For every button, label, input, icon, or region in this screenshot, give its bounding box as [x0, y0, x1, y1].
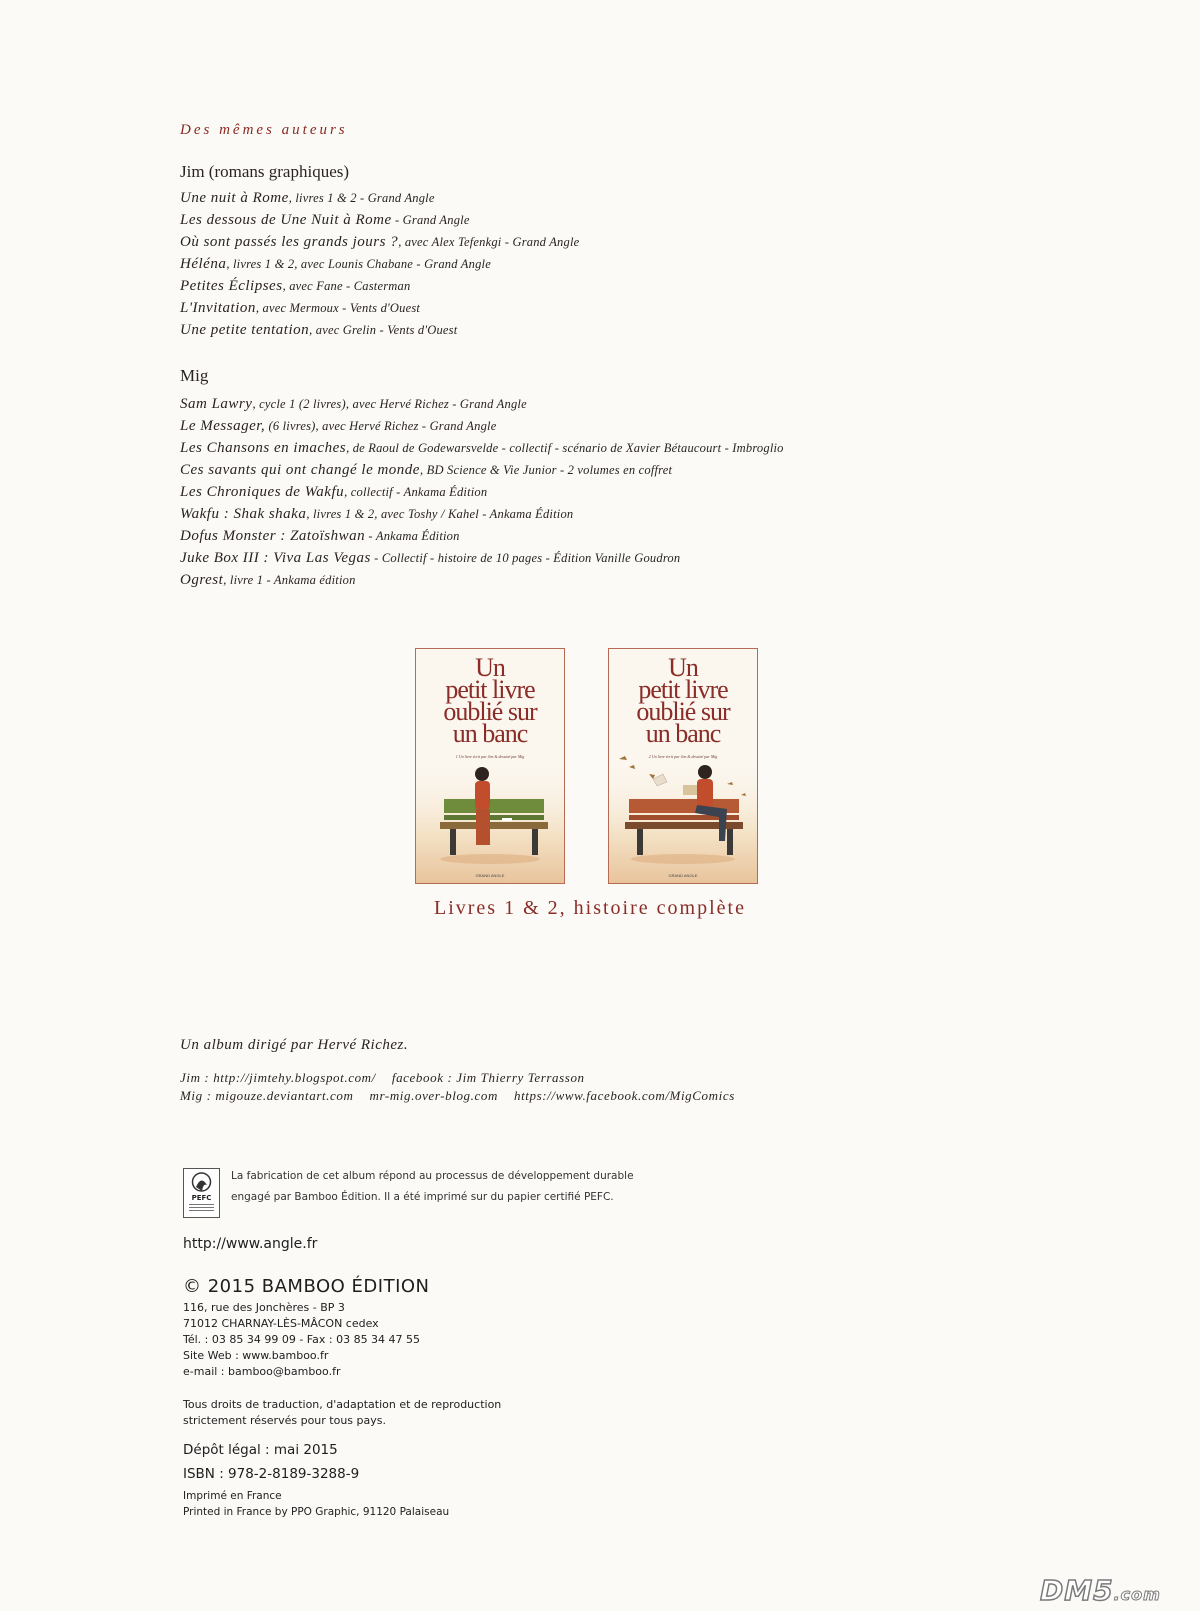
list-item — [180, 209, 579, 231]
site-url: http://www.angle.fr — [183, 1236, 318, 1252]
jim-blog: Jim : http://jimtehy.blogspot.com/ — [180, 1070, 376, 1085]
printing-info — [183, 1488, 449, 1520]
cover-title — [609, 653, 757, 748]
book-detail: - Collectif - histoire de 10 pages - Édition Vanille Goudron — [370, 551, 681, 565]
cover-title-line: un banc — [452, 719, 528, 748]
list-item — [180, 297, 579, 319]
cover-title-line: oublié sur — [636, 697, 730, 726]
director-line: Un album dirigé par Hervé Richez. — [180, 1037, 409, 1053]
author-heading-jim: Jim (romans graphiques) — [180, 162, 350, 181]
book-detail: , avec Fane - Casterman — [282, 279, 411, 293]
book-detail: , cycle 1 (2 livres), avec Hervé Richez - Grand Angle — [252, 397, 527, 411]
book-title: Les dessous de Une Nuit à Rome — [180, 212, 392, 228]
watermark-suffix: .com — [1113, 1585, 1161, 1604]
book-title: Dofus Monster : Zatoïshwan — [180, 528, 366, 544]
watermark-main: DM5 — [1040, 1574, 1114, 1607]
mig-facebook: https://www.facebook.com/MigComics — [513, 1088, 735, 1103]
book-detail: - Grand Angle — [391, 213, 470, 227]
pefc-statement: La fabrication de cet album répond au processus de développement durable engagé par Bamboo Édition. Il a été imprimé sur du papier certifié PEFC. — [231, 1170, 634, 1203]
legal-deposit: Dépôt légal : mai 2015 — [183, 1442, 338, 1458]
book-title: Ogrest — [180, 572, 224, 588]
publisher-address — [183, 1300, 420, 1380]
cover-title-line: un banc — [645, 719, 721, 748]
cover-publisher: GRAND ANGLE — [668, 873, 698, 878]
cover-subtitle-text: Un livre écrit par Jim & dessiné par Mig — [458, 754, 525, 759]
list-item — [180, 547, 784, 569]
isbn: ISBN : 978-2-8189-3288-9 — [183, 1466, 360, 1482]
list-item — [180, 415, 784, 437]
book-title: Une petite tentation — [180, 322, 310, 338]
mig-deviantart: Mig : migouze.deviantart.com — [180, 1088, 354, 1103]
rights-line: strictement réservés pour tous pays. — [183, 1414, 386, 1427]
cover-title-line: Un — [475, 653, 505, 682]
book-title: Une nuit à Rome — [180, 190, 289, 206]
site-watermark — [1040, 1574, 1161, 1607]
cover-subtitle — [609, 754, 757, 759]
book-detail: , livres 1 & 2, avec Toshy / Kahel - Ankama Édition — [306, 507, 574, 521]
book-title: Sam Lawry — [180, 396, 253, 412]
book-detail: , livres 1 & 2, avec Lounis Chabane - Grand Angle — [226, 257, 491, 271]
list-item — [180, 319, 579, 341]
book-title: Où sont passés les grands jours ? — [180, 234, 399, 250]
list-item — [180, 437, 784, 459]
web-line-jim — [180, 1070, 601, 1086]
tree-icon — [184, 1169, 219, 1217]
address-line: e-mail : bamboo@bamboo.fr — [183, 1365, 341, 1378]
pefc-logo — [183, 1168, 220, 1218]
jim-facebook: facebook : Jim Thierry Terrasson — [391, 1070, 585, 1085]
cover-volume: 2 — [648, 754, 651, 759]
book-detail: , BD Science & Vie Junior - 2 volumes en coffret — [419, 463, 673, 477]
printing-line: Imprimé en France — [183, 1490, 282, 1502]
book-detail: , livre 1 - Ankama édition — [223, 573, 356, 587]
book-detail: , livres 1 & 2 - Grand Angle — [288, 191, 435, 205]
book-detail: (6 livres), avec Hervé Richez - Grand Angle — [265, 419, 497, 433]
address-line: 116, rue des Jonchères - BP 3 — [183, 1301, 345, 1314]
copyright: © 2015 BAMBOO ÉDITION — [183, 1276, 430, 1297]
mig-blog: mr-mig.over-blog.com — [369, 1088, 498, 1103]
list-item — [180, 393, 784, 415]
cover-title-line: petit livre — [445, 675, 535, 704]
list-item — [180, 187, 579, 209]
book-cover-volume-1 — [415, 648, 565, 884]
book-detail: , avec Grelin - Vents d'Ouest — [309, 323, 458, 337]
address-line: Site Web : www.bamboo.fr — [183, 1349, 329, 1362]
cover-subtitle-text: Un livre écrit par Jim & dessiné par Mig — [651, 754, 718, 759]
book-cover-volume-2 — [608, 648, 758, 884]
book-detail: , avec Alex Tefenkgi - Grand Angle — [398, 235, 580, 249]
book-title: Héléna — [180, 256, 227, 272]
list-item — [180, 481, 784, 503]
book-detail: , de Raoul de Godewarsvelde - collectif - scénario de Xavier Bétaucourt - Imbroglio — [346, 441, 784, 455]
cover-publisher: GRAND ANGLE — [475, 873, 505, 878]
book-detail: - Ankama Édition — [365, 529, 460, 543]
book-title: Les Chansons en imaches — [180, 440, 347, 456]
list-item — [180, 459, 784, 481]
list-item — [180, 253, 579, 275]
book-title: L'Invitation — [180, 300, 256, 316]
cover-volume: 1 — [455, 754, 458, 759]
list-item — [180, 231, 579, 253]
author-heading-mig: Mig — [180, 366, 209, 385]
cover-title-line: Un — [668, 653, 698, 682]
pefc-label: PEFC — [191, 1194, 212, 1202]
address-line: 71012 CHARNAY-LÈS-MÂCON cedex — [183, 1317, 379, 1330]
book-title: Juke Box III : Viva Las Vegas — [180, 550, 371, 566]
book-title: Petites Éclipses — [180, 278, 283, 294]
list-item — [180, 525, 784, 547]
cover-title-line: oublié sur — [443, 697, 537, 726]
list-item — [180, 569, 784, 591]
cover-title-line: petit livre — [638, 675, 728, 704]
list-item — [180, 503, 784, 525]
book-detail: , avec Mermoux - Vents d'Ouest — [255, 301, 421, 315]
book-detail: , collectif - Ankama Édition — [344, 485, 488, 499]
book-title: Wakfu : Shak shaka — [180, 506, 307, 522]
book-list-mig — [180, 393, 784, 591]
covers-caption: Livres 1 & 2, histoire complète — [434, 897, 746, 919]
web-line-mig — [180, 1088, 751, 1104]
book-list-jim — [180, 187, 579, 341]
rights-line: Tous droits de traduction, d'adaptation et de reproduction — [183, 1398, 502, 1411]
book-title: Les Chroniques de Wakfu — [180, 484, 345, 500]
cover-title — [416, 653, 564, 748]
address-line: Tél. : 03 85 34 99 09 - Fax : 03 85 34 47 55 — [183, 1333, 421, 1346]
book-title: Ces savants qui ont changé le monde — [180, 462, 420, 478]
printing-line: Printed in France by PPO Graphic, 91120 Palaiseau — [183, 1506, 450, 1518]
list-item — [180, 275, 579, 297]
cover-subtitle — [416, 754, 564, 759]
section-heading: Des mêmes auteurs — [180, 122, 348, 138]
book-title: Le Messager, — [180, 418, 266, 434]
rights-notice — [183, 1397, 501, 1429]
